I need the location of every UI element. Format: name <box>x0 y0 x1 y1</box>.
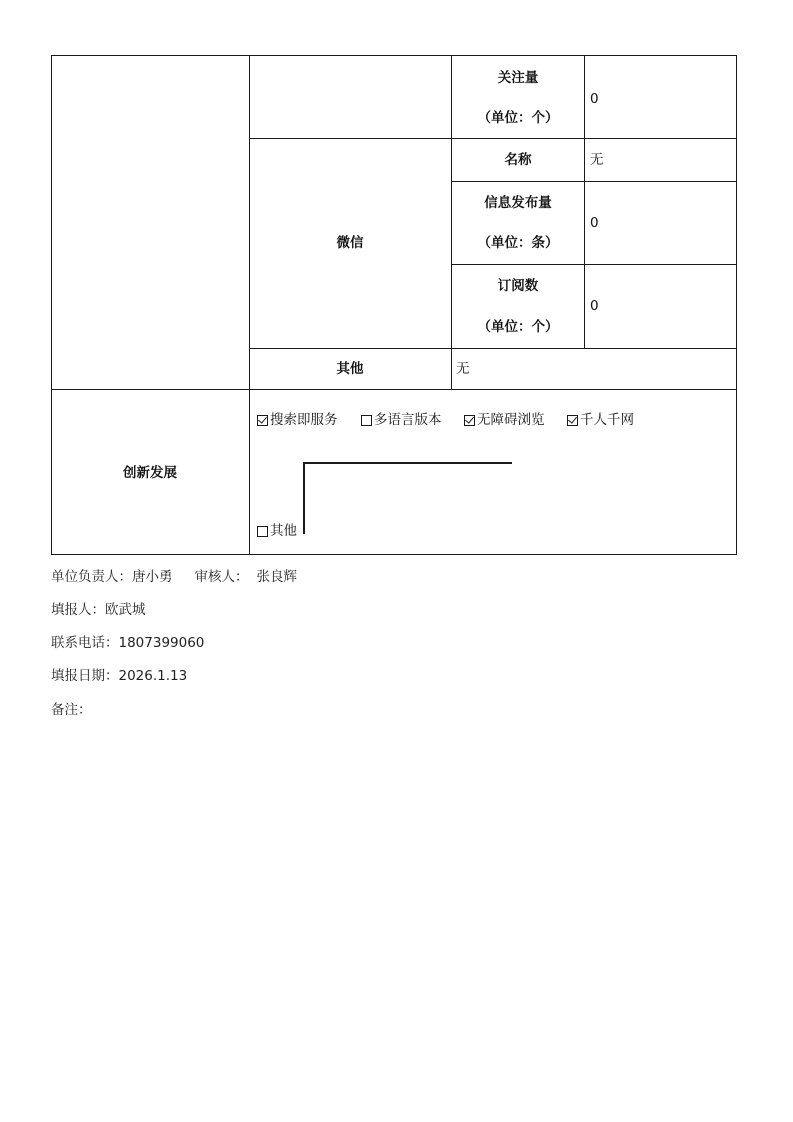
option-search-as-service[interactable] <box>257 412 361 428</box>
other-label: 其他 <box>336 361 364 377</box>
option-accessibility[interactable] <box>464 412 567 428</box>
checkbox-unchecked-icon[interactable] <box>257 526 268 537</box>
phone-label: 联系电话： <box>51 635 119 651</box>
wechat-posts-value: 0 <box>590 215 599 231</box>
table-divider-col3 <box>584 55 585 348</box>
option-label: 千人千网 <box>580 412 634 428</box>
other-input-box-left <box>303 462 305 534</box>
option-multilingual[interactable] <box>361 412 464 428</box>
wechat-name-value: 无 <box>590 152 604 168</box>
reviewer-label: 审核人： <box>194 569 249 585</box>
date-label: 填报日期： <box>51 668 119 684</box>
checkbox-checked-icon[interactable] <box>464 415 475 426</box>
wechat-subs-unit-label: （单位：个） <box>477 319 559 335</box>
footer-remark-line <box>51 701 92 719</box>
checkbox-checked-icon[interactable] <box>257 415 268 426</box>
wechat-posts-unit-label: （单位：条） <box>477 235 559 251</box>
date-value: 2026.1.13 <box>118 668 188 684</box>
filler-value: 欧武城 <box>105 602 146 618</box>
option-label: 搜索即服务 <box>270 412 338 428</box>
filler-label: 填报人： <box>51 602 105 618</box>
reviewer-value: 张良辉 <box>256 569 297 585</box>
table-divider-row1 <box>249 138 737 139</box>
leader-value: 唐小勇 <box>132 569 173 585</box>
wechat-subs-label: 订阅数 <box>497 278 539 294</box>
option-label: 多语言版本 <box>374 412 442 428</box>
other-value: 无 <box>456 361 470 377</box>
footer-filler-line <box>51 601 146 619</box>
remark-label: 备注： <box>51 702 92 718</box>
leader-label: 单位负责人： <box>51 569 132 585</box>
table-divider-col1 <box>249 55 250 555</box>
option-label: 无障碍浏览 <box>477 412 545 428</box>
followers-unit-label: （单位：个） <box>477 110 559 126</box>
wechat-subs-value: 0 <box>590 298 599 314</box>
followers-value: 0 <box>590 91 599 107</box>
option-personalized-web[interactable] <box>567 412 634 428</box>
table-divider-row2 <box>451 181 737 182</box>
table-divider-row4 <box>249 348 737 349</box>
wechat-posts-label: 信息发布量 <box>484 195 552 211</box>
footer-leader-line <box>51 568 297 586</box>
innovation-label: 创新发展 <box>123 465 177 481</box>
footer-phone-line <box>51 634 204 652</box>
followers-label: 关注量 <box>497 70 539 86</box>
checkbox-checked-icon[interactable] <box>567 415 578 426</box>
option-other-label: 其他 <box>270 523 297 539</box>
table-divider-row5 <box>51 389 737 390</box>
innovation-options <box>257 412 634 428</box>
footer-date-line <box>51 667 187 685</box>
other-input-box-top <box>303 462 512 464</box>
checkbox-unchecked-icon[interactable] <box>361 415 372 426</box>
option-other[interactable] <box>257 523 297 539</box>
table-divider-row3 <box>451 264 737 265</box>
phone-value: 1807399060 <box>118 635 205 651</box>
wechat-label: 微信 <box>336 235 364 251</box>
table-divider-col2 <box>451 55 452 390</box>
wechat-name-label: 名称 <box>504 152 532 168</box>
